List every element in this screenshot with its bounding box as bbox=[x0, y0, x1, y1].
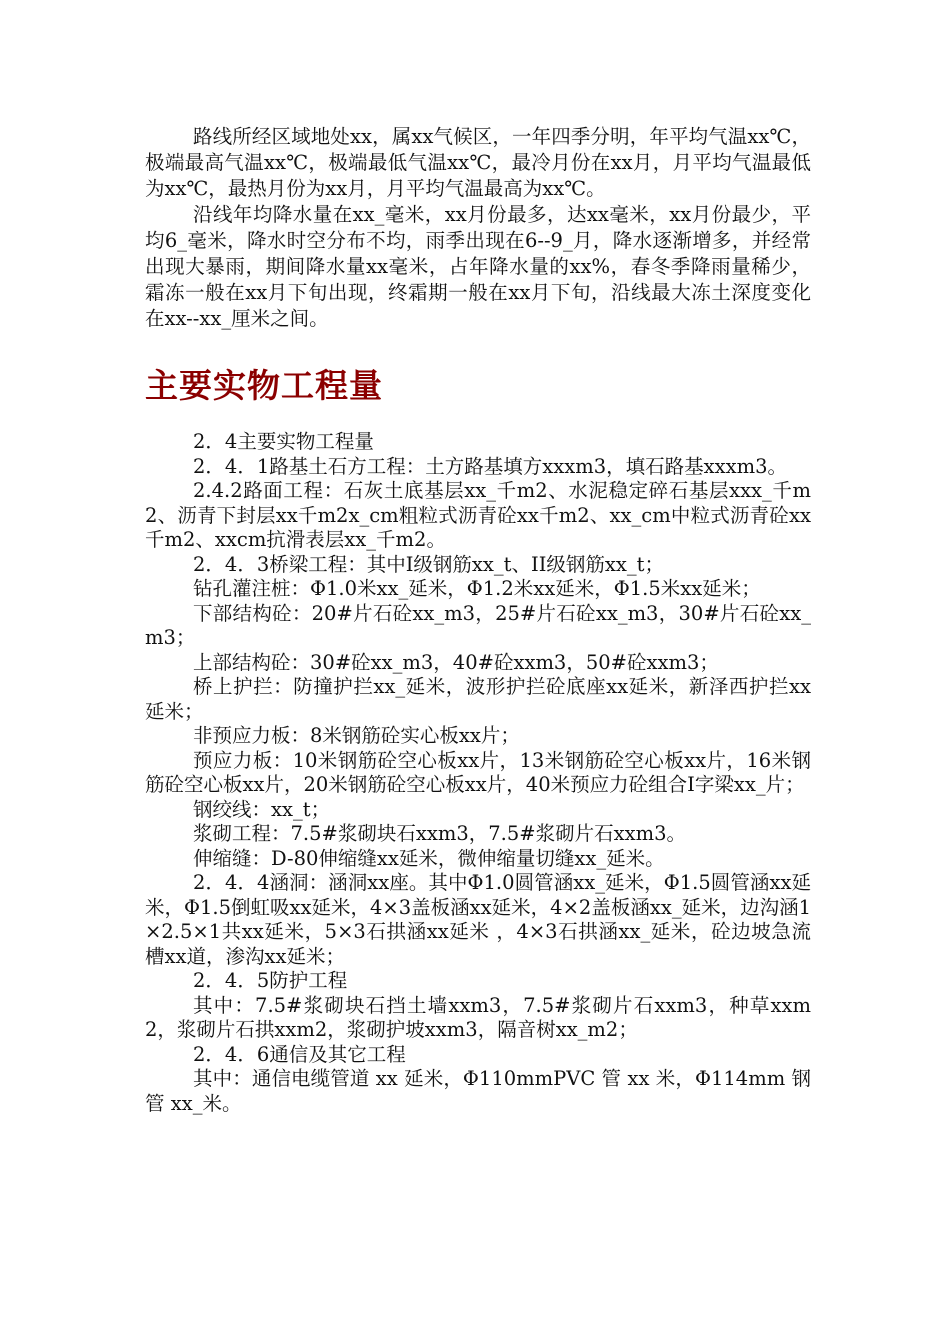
paragraph-precipitation: 沿线年均降水量在xx_毫米，xx月份最多，达xx毫米，xx月份最少，平均6_毫米，降水时空分布不均，雨季出现在6--9_月，降水逐渐增多，并经常出现大暴雨，期间降水量xx毫米，占年降水量的xx%，春冬季降雨量稀少，霜冻一般在xx月下旬出现，终霜期一般在xx月下旬，沿线最大冻土深度变化在xx--xx_厘米之间。 bbox=[145, 203, 811, 330]
paragraph-non-prestressed: 非预应力板：8米钢筋砼实心板xx片； bbox=[193, 724, 520, 747]
paragraph-culvert: 2．4．4涵洞：涵洞xx座。其中Φ1.0圆管涵xx_延米，Φ1.5圆管涵xx延米，Φ1.5倒虹吸xx延米，4×3盖板涵xx延米，4×2盖板涵xx_延米，边沟涵1×2.5×1共xx延米，5×3石拱涵xx延米 ，4×3石拱涵xx_延米，砼边坡急流槽xx道，渗沟xx延米； bbox=[145, 871, 811, 968]
paragraph-roadbed: 2．4．1路基土石方工程：土方路基填方xxxm3，填石路基xxxm3。 bbox=[193, 454, 787, 478]
paragraph-subtitle: 2．4主要实物工程量 bbox=[193, 430, 374, 453]
paragraph-bored-piles: 钻孔灌注桩：Φ1.0米xx_延米，Φ1.2米xx延米，Φ1.5米xx延米； bbox=[193, 577, 761, 600]
paragraph-bridge: 2．4．3桥梁工程：其中I级钢筋xx_t、II级钢筋xx_t； bbox=[193, 552, 664, 576]
paragraph-masonry: 浆砌工程：7.5#浆砌块石xxm3，7.5#浆砌片石xxm3。 bbox=[193, 822, 686, 845]
paragraph-prestressed: 预应力板：10米钢筋砼空心板xx片，13米钢筋砼空心板xx片，16米钢筋砼空心板xx片，20米钢筋砼空心板xx片，40米预应力砼组合I字梁xx_片； bbox=[145, 748, 811, 796]
document-page bbox=[145, 124, 811, 1116]
paragraph-temperature: 路线所经区域地处xx，属xx气候区，一年四季分明，年平均气温xx℃，极端最高气温xx℃，极端最低气温xx℃，最冷月份在xx月，月平均气温最低为xx℃，最热月份为xx月，月平均气温最高为xx℃。 bbox=[145, 125, 811, 200]
paragraph-protection: 其中：7.5#浆砌块石挡土墙xxm3，7.5#浆砌片石xxm3，种草xxm2，浆砌片石拱xxm2，浆砌护坡xxm3，隔音树xx_m2； bbox=[145, 993, 811, 1041]
paragraph-superstructure: 上部结构砼：30#砼xx_m3，40#砼xxm3，50#砼xxm3； bbox=[193, 650, 719, 674]
climate-section bbox=[145, 124, 811, 332]
quantities-section bbox=[145, 430, 811, 1116]
paragraph-expansion-joint: 伸缩缝：D-80伸缩缝xx延米，微伸缩量切缝xx_延米。 bbox=[193, 846, 665, 870]
paragraph-pavement: 2.4.2路面工程：石灰土底基层xx_千m2、水泥稳定碎石基层xxx_千m2、沥青下封层xx千m2x_cm粗粒式沥青砼xx千m2、xx_cm中粒式沥青砼xx千m2、xxcm抗滑表层xx_千m2。 bbox=[145, 479, 811, 551]
paragraph-communication: 其中：通信电缆管道 xx 延米，Φ110mmPVC 管 xx 米，Φ114mm 钢管 xx_米。 bbox=[145, 1067, 811, 1115]
paragraph-strand: 钢绞线：xx_t； bbox=[193, 797, 331, 821]
paragraph-substructure: 下部结构砼：20#片石砼xx_m3，25#片石砼xx_m3，30#片石砼xx_m3； bbox=[145, 601, 811, 649]
paragraph-guardrail: 桥上护拦：防撞护拦xx_延米，波形护拦砼底座xx延米，新泽西护拦xx延米； bbox=[145, 675, 811, 723]
paragraph-protection-title: 2．4．5防护工程 bbox=[193, 969, 348, 992]
section-heading: 主要实物工程量 bbox=[145, 366, 383, 405]
paragraph-communication-title: 2．4．6通信及其它工程 bbox=[193, 1042, 406, 1066]
